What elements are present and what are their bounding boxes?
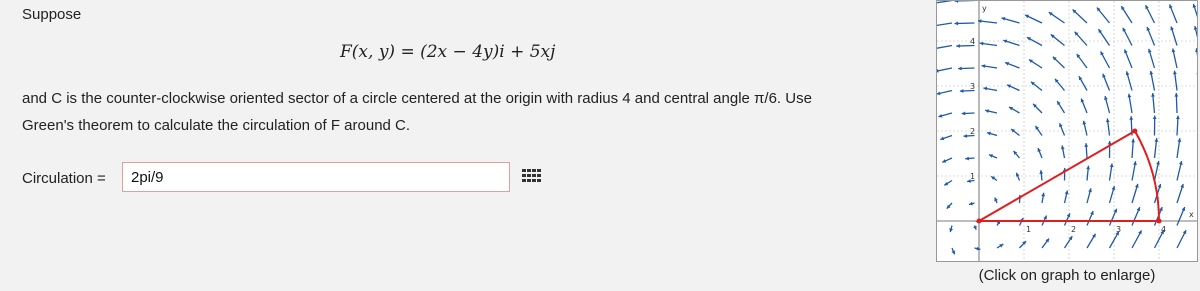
- field-arrowhead: [1196, 71, 1197, 75]
- circulation-label: Circulation =: [22, 170, 106, 187]
- vector-field-graph[interactable]: [936, 0, 1198, 262]
- y-tick-label: 1: [970, 172, 976, 181]
- y-axis-label: y: [982, 4, 987, 13]
- field-arrowhead: [962, 112, 966, 116]
- field-arrowhead: [1086, 166, 1090, 170]
- axis-labels: [970, 4, 1194, 234]
- formula-text: F(x, y) = (2x − 4y)i + 5xj: [340, 42, 556, 62]
- field-arrowhead: [1151, 93, 1155, 97]
- field-arrowhead: [937, 91, 940, 95]
- x-tick-label: 2: [1071, 225, 1077, 234]
- circulation-input[interactable]: [122, 162, 510, 192]
- field-arrow: [937, 23, 952, 26]
- x-tick-label: 4: [1161, 225, 1167, 234]
- field-arrowhead: [1176, 116, 1180, 120]
- field-arrowhead: [1084, 143, 1088, 147]
- sector-vertex: [977, 219, 982, 224]
- problem-line-2: Green's theorem to calculate the circulation of F around C.: [22, 117, 411, 134]
- field-arrowhead: [1131, 139, 1135, 143]
- field-arrowhead: [963, 134, 967, 138]
- field-arrowhead: [1129, 116, 1133, 120]
- matrix-entry-icon[interactable]: [520, 168, 542, 188]
- vector-field-plot: [937, 1, 1197, 261]
- sector-vertex: [1157, 219, 1162, 224]
- suppose-text: Suppose: [22, 6, 82, 23]
- y-tick-label: 4: [970, 37, 976, 46]
- field-arrowhead: [1174, 93, 1178, 97]
- field-arrowhead: [956, 44, 960, 48]
- field-arrowhead: [958, 67, 962, 71]
- y-tick-label: 2: [970, 127, 976, 136]
- y-tick-label: 3: [970, 82, 976, 91]
- field-arrow: [937, 1, 952, 3]
- x-axis-label: x: [1189, 210, 1194, 219]
- field-arrowhead: [955, 1, 959, 3]
- field-arrowhead: [1153, 116, 1157, 120]
- field-arrowhead: [965, 157, 969, 161]
- field-arrowhead: [960, 89, 964, 93]
- graph-caption[interactable]: (Click on graph to enlarge): [978, 267, 1156, 284]
- problem-line-1: and C is the counter-clockwise oriented sector of a circle centered at the origin with radius 4 and central angle π/6. Use: [22, 90, 812, 107]
- field-arrow: [937, 46, 952, 49]
- graph-panel: [936, 0, 1200, 291]
- x-tick-label: 3: [1116, 225, 1122, 234]
- field-arrowhead: [955, 22, 959, 26]
- field-arrow: [937, 68, 952, 71]
- vector-field-formula: [340, 42, 555, 62]
- sector-vertex: [1132, 129, 1137, 134]
- x-tick-label: 1: [1026, 225, 1032, 234]
